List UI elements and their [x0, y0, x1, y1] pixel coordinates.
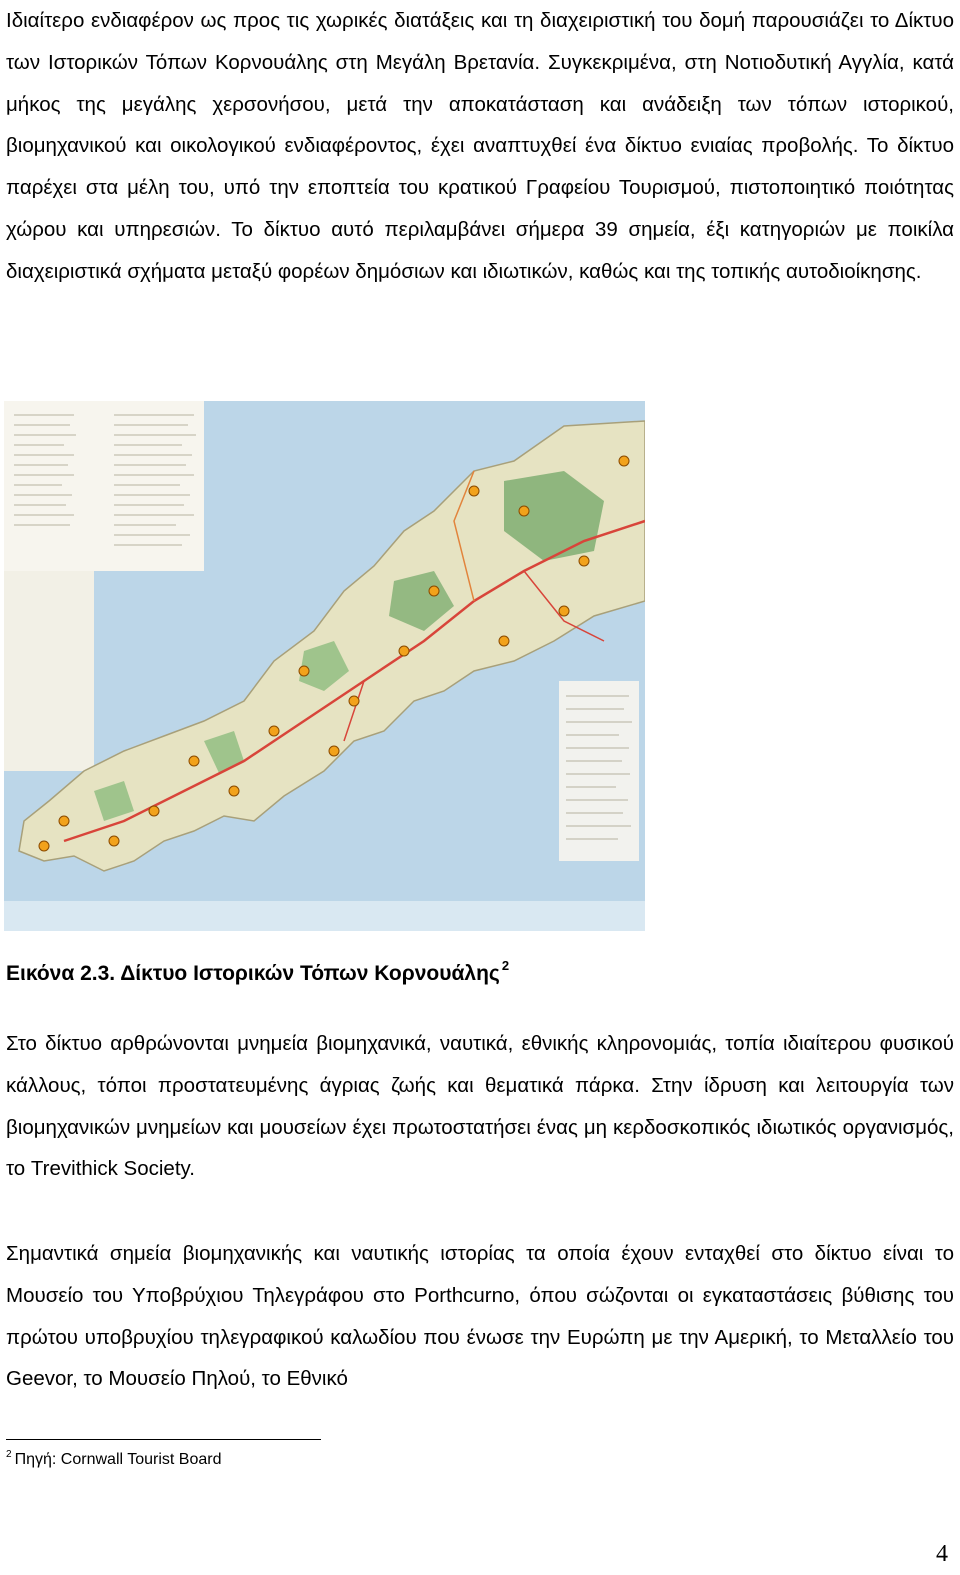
- figure-caption-footnote-ref: 2: [501, 958, 510, 973]
- page-number: 4: [936, 1541, 948, 1567]
- footnote-divider: [6, 1439, 321, 1440]
- footnote: [6, 1449, 221, 1469]
- figure-caption-text: Εικόνα 2.3. Δίκτυο Ιστορικών Τόπων Κορνουάλης: [6, 962, 500, 985]
- cornwall-map-image: [4, 401, 645, 931]
- footnote-ref: 2: [6, 1449, 12, 1460]
- body-paragraph-intro: Ιδιαίτερο ενδιαφέρον ως προς τις χωρικές διατάξεις και τη διαχειριστική του δομή παρουσιάζει το Δίκτυο των Ιστορικών Τόπων Κορνουάλης στη Μεγάλη Βρετανία. Συγκεκριμένα, στη Νοτιοδυτική Αγγλία, κατά μήκος της μεγάλης χερσονήσου, μετά την αποκατάσταση και ανάδειξη των τόπων ιστορικού, βιομηχανικού και οικολογικού ενδιαφέροντος, έχει αναπτυχθεί ένα δίκτυο ενιαίας προβολής. Το δίκτυο παρέχει στα μέλη του, υπό την εποπτεία του κρατικού Γραφείου Τουρισμού, πιστοποιητικό ποιότητας χώρου και υπηρεσιών. Το δίκτυο αυτό περιλαμβάνει σήμερα 39 σημεία, έξι κατηγοριών με ποικίλα διαχειριστικά σχήματα μεταξύ φορέων δημόσιων και ιδιωτικών, καθώς και της τοπικής αυτοδιοίκησης.: [6, 9, 954, 283]
- map-illustration: [4, 401, 645, 931]
- footnote-text: Πηγή: Cornwall Tourist Board: [14, 1451, 222, 1468]
- map-legend-right: [559, 681, 639, 861]
- body-paragraph-network: Στο δίκτυο αρθρώνονται μνημεία βιομηχανικά, ναυτικά, εθνικής κληρονομιάς, τοπία ιδιαίτερου φυσικού κάλλους, τόποι προστατευμένης άγριας ζωής και θεματικά πάρκα. Στην ίδρυση και λειτουργία των βιομηχανικών μνημείων και μουσείων έχει πρωτοστατήσει ένας μη κερδοσκοπικός ιδιωτικός οργανισμός, το Trevithick Society.: [6, 1032, 954, 1181]
- body-paragraph-sites: Σημαντικά σημεία βιομηχανικής και ναυτικής ιστορίας τα οποία έχουν ενταχθεί στο δίκτυο είναι το Μουσείο του Υποβρύχιου Τηλεγράφου στο Porthcurno, όπου σώζονται οι εγκαταστάσεις βύθισης του πρώτου υποβρυχίου τηλεγραφικού καλωδίου που ένωσε την Ευρώπη με την Αμερική, το Μεταλλείο του Geevor, το Μουσείο Πηλού, το Εθνικό: [6, 1242, 954, 1391]
- map-bottom-strip: [4, 901, 645, 931]
- figure-caption: [6, 958, 509, 986]
- map-legend-strip: [4, 571, 94, 771]
